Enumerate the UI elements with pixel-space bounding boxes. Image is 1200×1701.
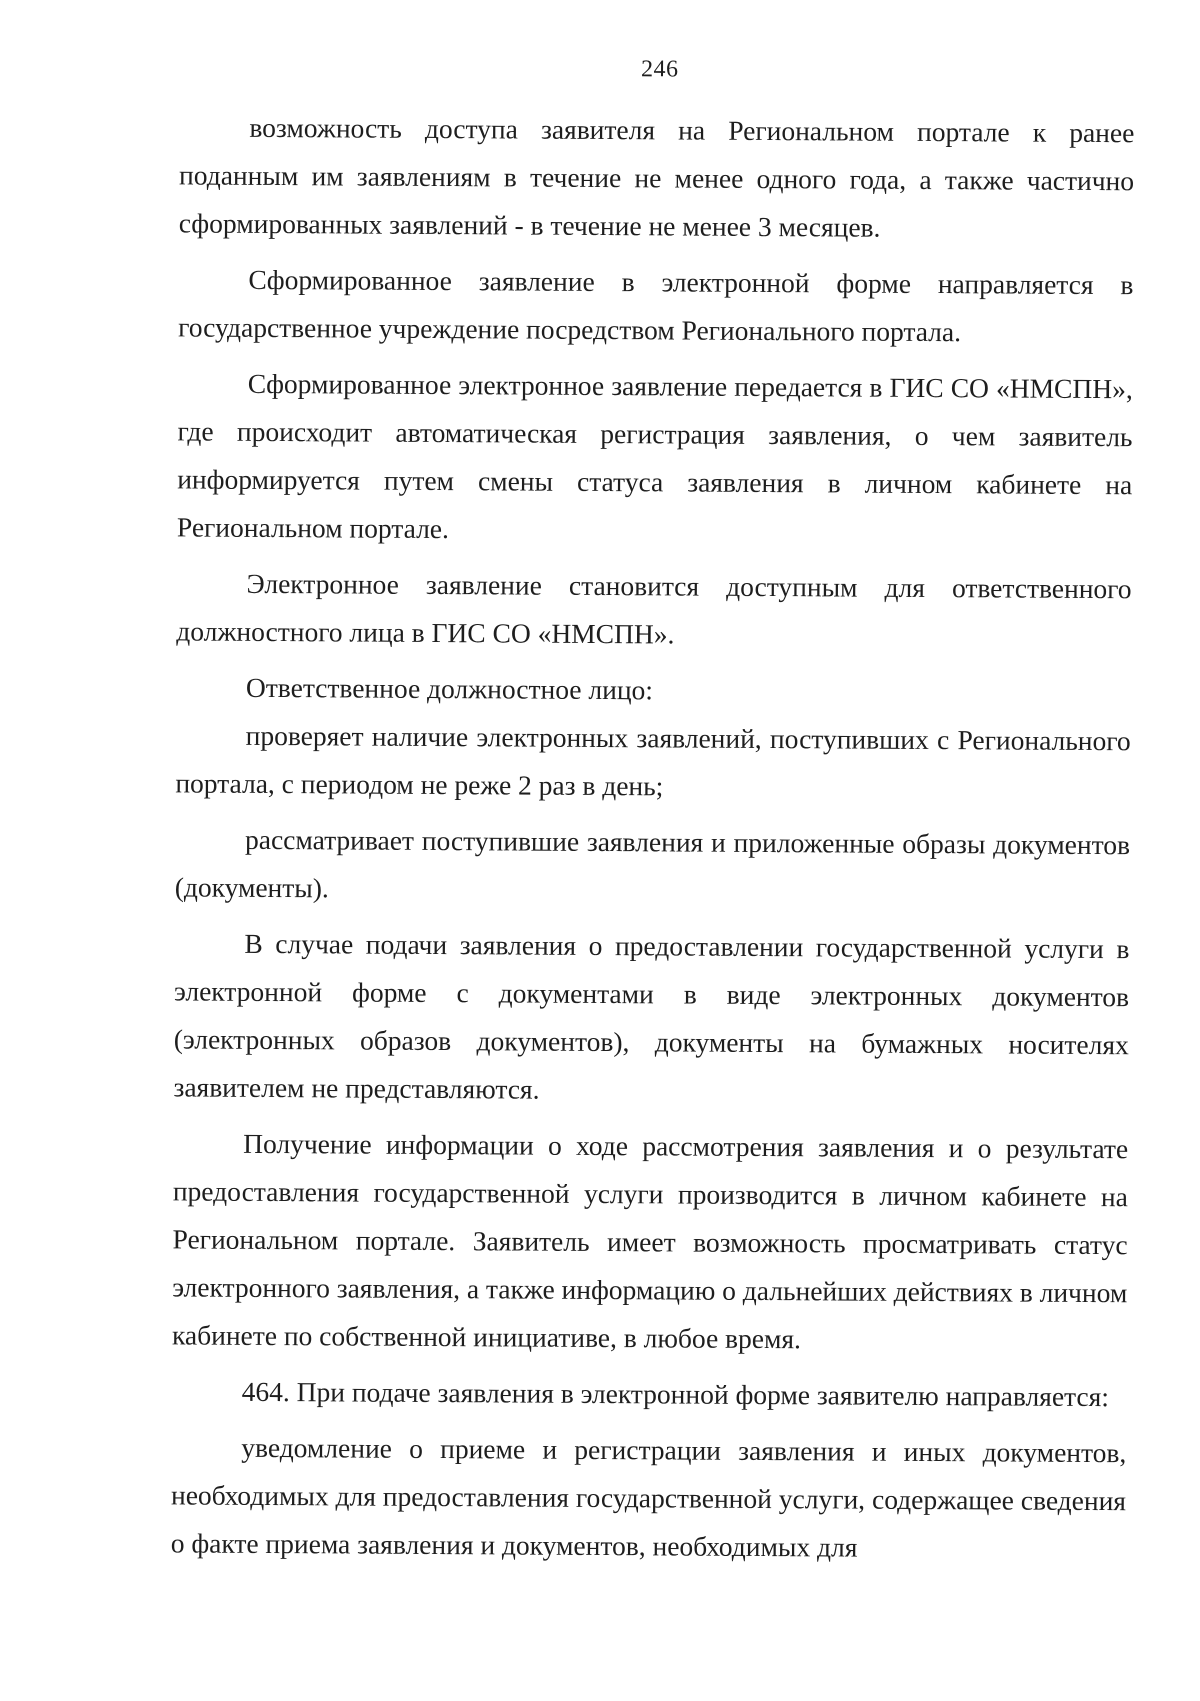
document-body xyxy=(171,103,1135,1573)
paragraph: уведомление о приеме и регистрации заявления и иных документов, необходимых для предоставления государственной услуги, содержащее сведения о факте приема заявления и документов, необходимых для xyxy=(170,1431,1127,1563)
page-number: 246 xyxy=(640,56,679,83)
paragraph: возможность доступа заявителя на Региональном портале к ранее поданным им заявлениям в течение не менее одного года, а также частично сформированных заявлений - в течение не менее 3 месяцев. xyxy=(178,111,1135,243)
paragraph: Сформированное заявление в электронной форме направляется в государственное учреждение посредством Регионального портала. xyxy=(178,263,1134,348)
paragraph: Ответственное должностное лицо: xyxy=(245,671,654,706)
list-item: рассматривает поступившие заявления и приложенные образы документов (документы). xyxy=(174,823,1131,904)
paragraph: Получение информации о ходе рассмотрения заявления и о результате предоставления государственной услуги производится в личном кабинете на Региональном портале. Заявитель имеет возможность просматривать статус электронного заявления, а также информацию о дальнейших действиях в личном кабинете по собственной инициативе, в любое время. xyxy=(171,1127,1129,1355)
paragraph: Сформированное электронное заявление передается в ГИС СО «НМСПН», где происходит автоматическая регистрация заявления, о чем заявитель информируется путем смены статуса заявления в личном кабинете на Региональном портале. xyxy=(176,367,1133,545)
paragraph: В случае подачи заявления о предоставлении государственной услуги в электронной форме с документами в виде электронных документов (электронных образов документов), документы на бумажных носителях заявителем не представляются. xyxy=(173,927,1130,1105)
list-item: проверяет наличие электронных заявлений, поступивших с Регионального портала, с периодом не реже 2 раз в день; xyxy=(175,719,1131,802)
numbered-clause: 464. При подаче заявления в электронной форме заявителю направляется: xyxy=(241,1375,1110,1413)
paragraph: Электронное заявление становится доступным для ответственного должностного лица в ГИС СО «НМСПН». xyxy=(176,567,1132,650)
